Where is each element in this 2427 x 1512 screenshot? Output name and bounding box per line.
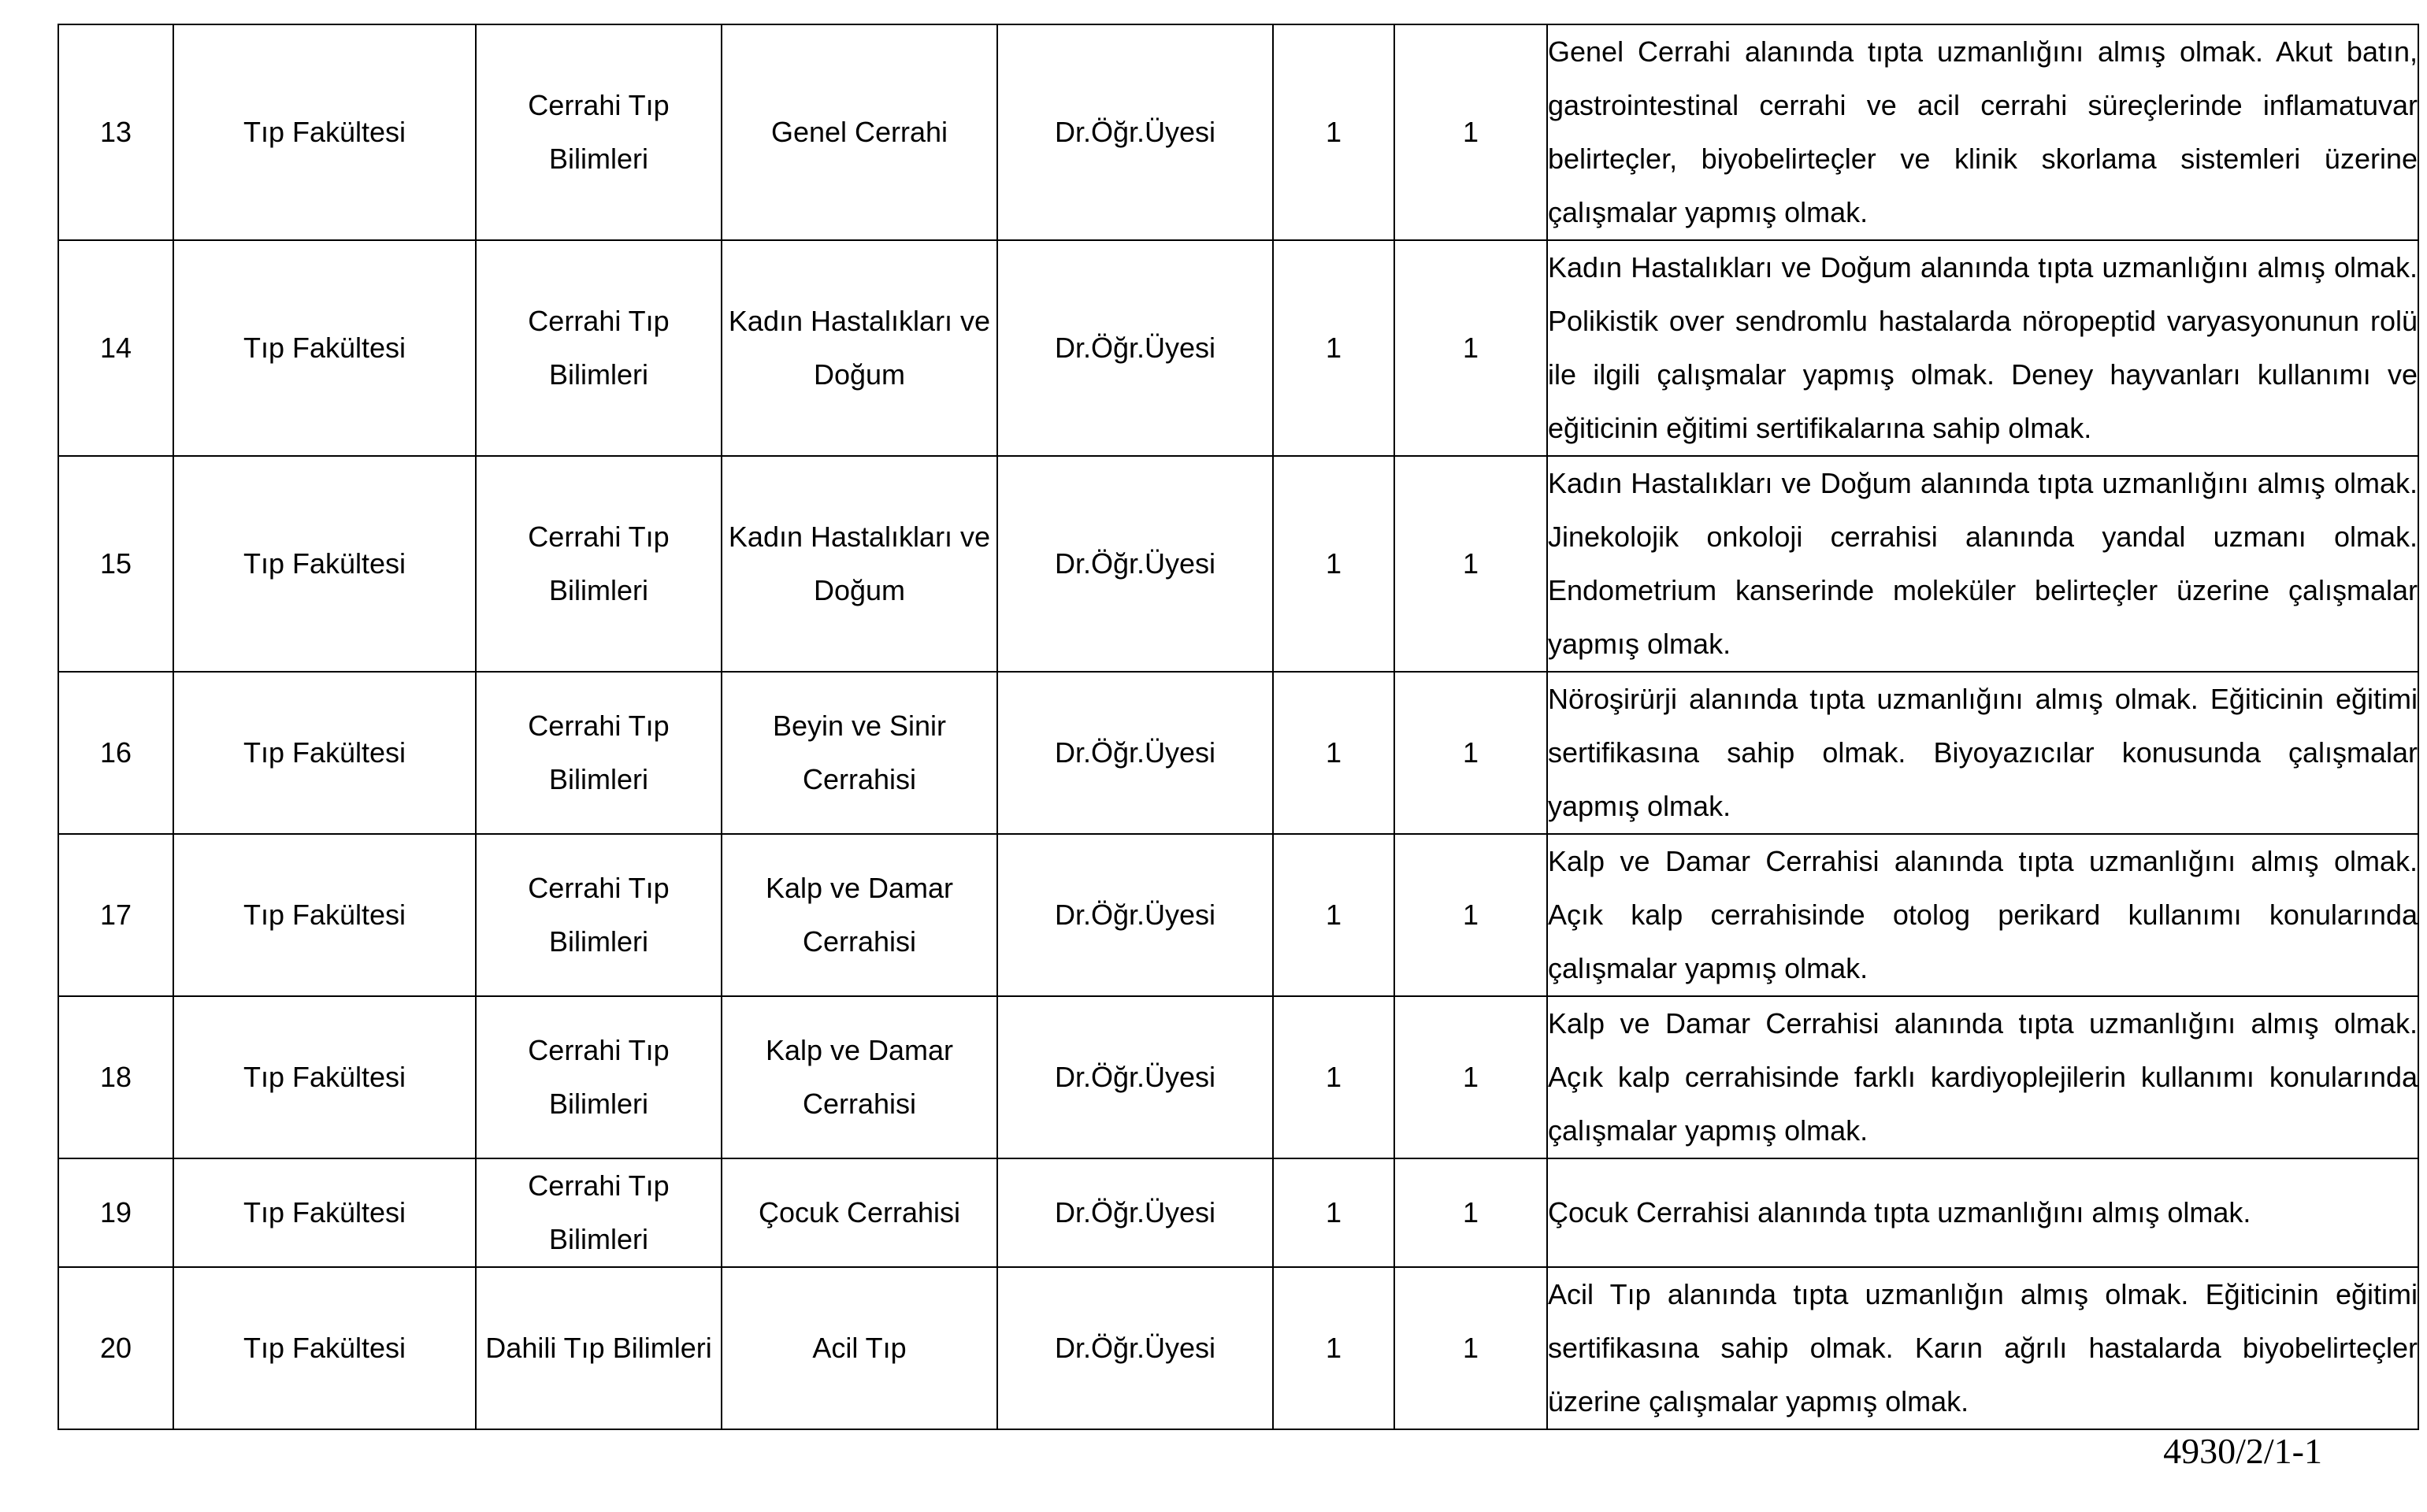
row-number: 15 <box>58 456 173 672</box>
faculty-cell: Tıp Fakültesi <box>173 1158 476 1267</box>
count-cell: 1 <box>1394 1158 1547 1267</box>
requirements-text: Nöroşirürji alanında tıpta uzmanlığını almış olmak. Eğiticinin eğitimi sertifikasına sahip olmak. Biyoyazıcılar konusunda çalışmalar yapmış olmak. <box>1548 683 2418 822</box>
requirements-cell <box>1547 834 2418 996</box>
requirements-text: Kadın Hastalıkları ve Doğum alanında tıpta uzmanlığını almış olmak. Jinekolojik onkoloji cerrahisi alanında yandal uzmanı olmak. Endometrium kanserinde moleküler belirteçler üzerine çalışmalar yapmış olmak. <box>1548 467 2418 660</box>
faculty-cell: Tıp Fakültesi <box>173 456 476 672</box>
title-cell: Dr.Öğr.Üyesi <box>997 24 1273 240</box>
table-row <box>58 456 2418 672</box>
document-code: 4930/2/1-1 <box>2163 1431 2322 1471</box>
department-cell: Cerrahi Tıp Bilimleri <box>476 24 722 240</box>
title-cell: Dr.Öğr.Üyesi <box>997 240 1273 456</box>
degree-cell: 1 <box>1273 672 1394 834</box>
division-cell: Kadın Hastalıkları ve Doğum <box>722 456 997 672</box>
faculty-cell: Tıp Fakültesi <box>173 996 476 1158</box>
title-cell: Dr.Öğr.Üyesi <box>997 1158 1273 1267</box>
degree-cell: 1 <box>1273 834 1394 996</box>
row-number: 14 <box>58 240 173 456</box>
requirements-cell <box>1547 240 2418 456</box>
faculty-cell: Tıp Fakültesi <box>173 834 476 996</box>
table-row <box>58 240 2418 456</box>
count-cell: 1 <box>1394 672 1547 834</box>
row-number: 19 <box>58 1158 173 1267</box>
row-number: 17 <box>58 834 173 996</box>
table-row <box>58 1267 2418 1429</box>
degree-cell: 1 <box>1273 1267 1394 1429</box>
faculty-cell: Tıp Fakültesi <box>173 1267 476 1429</box>
degree-cell: 1 <box>1273 996 1394 1158</box>
row-number: 20 <box>58 1267 173 1429</box>
requirements-cell <box>1547 996 2418 1158</box>
degree-cell: 1 <box>1273 24 1394 240</box>
title-cell: Dr.Öğr.Üyesi <box>997 1267 1273 1429</box>
department-cell: Cerrahi Tıp Bilimleri <box>476 1158 722 1267</box>
requirements-text: Kalp ve Damar Cerrahisi alanında tıpta uzmanlığını almış olmak. Açık kalp cerrahisinde otolog perikard kullanımı konularında çalışmalar yapmış olmak. <box>1548 845 2418 984</box>
requirements-cell <box>1547 1158 2418 1267</box>
requirements-text: Acil Tıp alanında tıpta uzmanlığın almış olmak. Eğiticinin eğitimi sertifikasına sahip olmak. Karın ağrılı hastalarda biyobelirteçler üzerine çalışmalar yapmış olmak. <box>1548 1278 2418 1418</box>
count-cell: 1 <box>1394 1267 1547 1429</box>
faculty-cell: Tıp Fakültesi <box>173 24 476 240</box>
row-number: 13 <box>58 24 173 240</box>
requirements-text: Kadın Hastalıkları ve Doğum alanında tıpta uzmanlığını almış olmak. Polikistik over sendromlu hastalarda nöropeptid varyasyonunun rolü ile ilgili çalışmalar yapmış olmak. Deney hayvanları kullanımı ve eğiticinin eğitimi sertifikalarına sahip olmak. <box>1548 251 2418 444</box>
department-cell: Cerrahi Tıp Bilimleri <box>476 996 722 1158</box>
degree-cell: 1 <box>1273 1158 1394 1267</box>
count-cell: 1 <box>1394 834 1547 996</box>
requirements-cell <box>1547 1267 2418 1429</box>
title-cell: Dr.Öğr.Üyesi <box>997 996 1273 1158</box>
requirements-cell <box>1547 24 2418 240</box>
degree-cell: 1 <box>1273 240 1394 456</box>
department-cell: Cerrahi Tıp Bilimleri <box>476 456 722 672</box>
position-table <box>58 24 2419 1430</box>
department-cell: Dahili Tıp Bilimleri <box>476 1267 722 1429</box>
table-row <box>58 672 2418 834</box>
degree-cell: 1 <box>1273 456 1394 672</box>
table-row <box>58 834 2418 996</box>
requirements-text: Genel Cerrahi alanında tıpta uzmanlığını almış olmak. Akut batın, gastrointestinal cerrahi ve acil cerrahi süreçlerinde inflamatuvar belirteçler, biyobelirteçler ve klinik skorlama sistemleri üzerine çalışmalar yapmış olmak. <box>1548 35 2418 228</box>
title-cell: Dr.Öğr.Üyesi <box>997 834 1273 996</box>
count-cell: 1 <box>1394 996 1547 1158</box>
division-cell: Kalp ve Damar Cerrahisi <box>722 996 997 1158</box>
title-cell: Dr.Öğr.Üyesi <box>997 456 1273 672</box>
division-cell: Acil Tıp <box>722 1267 997 1429</box>
department-cell: Cerrahi Tıp Bilimleri <box>476 672 722 834</box>
count-cell: 1 <box>1394 240 1547 456</box>
row-number: 18 <box>58 996 173 1158</box>
count-cell: 1 <box>1394 24 1547 240</box>
requirements-text: Kalp ve Damar Cerrahisi alanında tıpta uzmanlığını almış olmak. Açık kalp cerrahisinde farklı kardiyoplejilerin kullanımı konularında çalışmalar yapmış olmak. <box>1548 1007 2418 1147</box>
table-row <box>58 1158 2418 1267</box>
title-cell: Dr.Öğr.Üyesi <box>997 672 1273 834</box>
division-cell: Beyin ve Sinir Cerrahisi <box>722 672 997 834</box>
division-cell: Kadın Hastalıkları ve Doğum <box>722 240 997 456</box>
division-cell: Çocuk Cerrahisi <box>722 1158 997 1267</box>
faculty-cell: Tıp Fakültesi <box>173 672 476 834</box>
requirements-cell <box>1547 672 2418 834</box>
department-cell: Cerrahi Tıp Bilimleri <box>476 834 722 996</box>
table-row <box>58 24 2418 240</box>
department-cell: Cerrahi Tıp Bilimleri <box>476 240 722 456</box>
count-cell: 1 <box>1394 456 1547 672</box>
table-row <box>58 996 2418 1158</box>
faculty-cell: Tıp Fakültesi <box>173 240 476 456</box>
requirements-cell <box>1547 456 2418 672</box>
division-cell: Genel Cerrahi <box>722 24 997 240</box>
division-cell: Kalp ve Damar Cerrahisi <box>722 834 997 996</box>
row-number: 16 <box>58 672 173 834</box>
requirements-text: Çocuk Cerrahisi alanında tıpta uzmanlığını almış olmak. <box>1548 1196 2251 1228</box>
